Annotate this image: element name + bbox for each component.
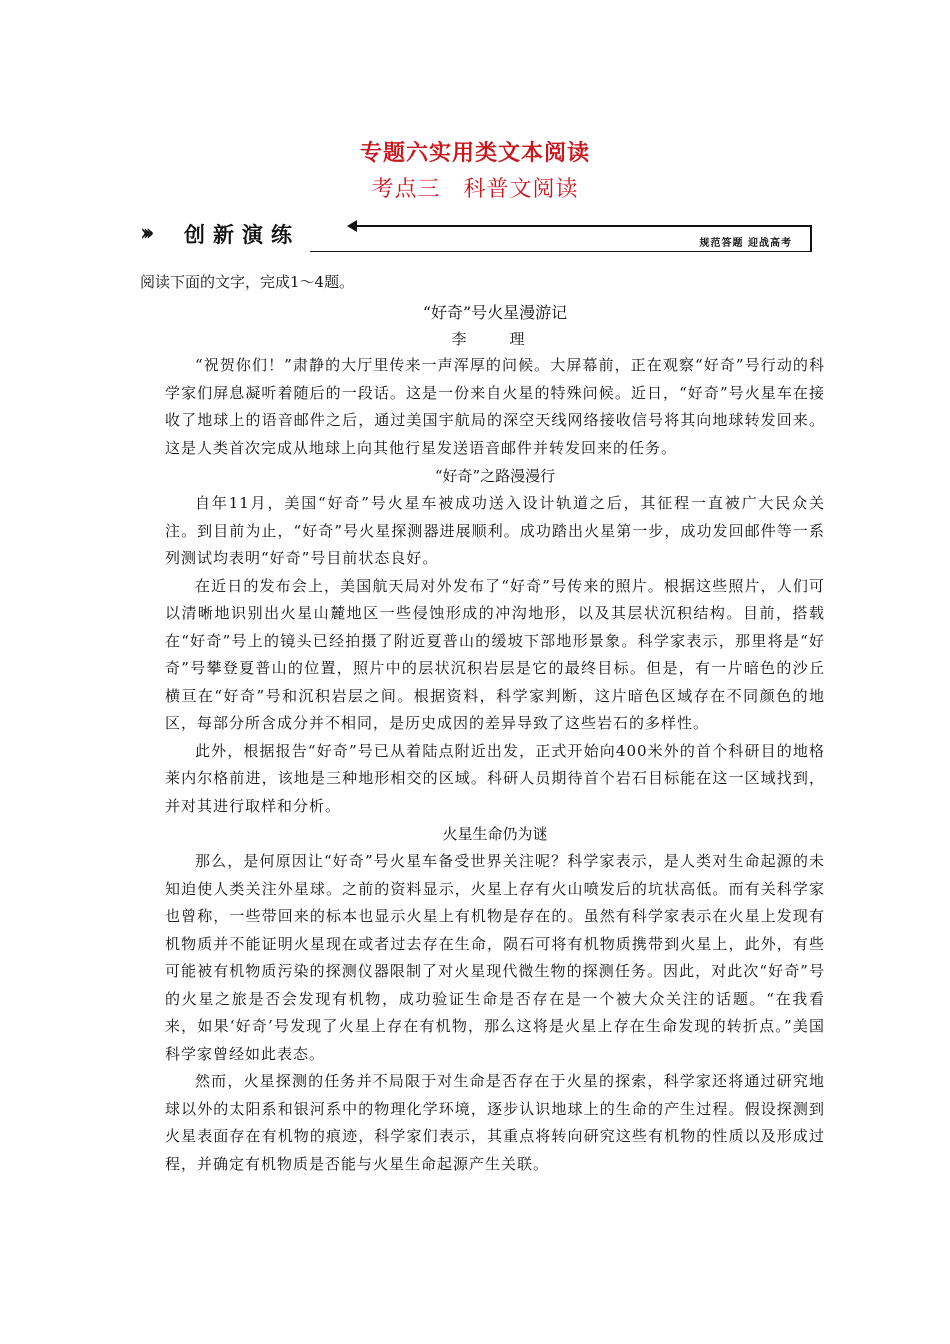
article-paragraph: 然而，火星探测的任务并不局限于对生命是否存在于火星的探索，科学家还将通过研究地球以外的太阳系和银河系中的物理化学环境，逐步认识地球上的生命的产生过程。假设探测到火星表面存在有机物的痕迹，科学家们表示，其重点将转向研究这些有机物的性质以及形成过程，并确定有机物质是否能与火星生命起源产生关联。: [165, 1072, 825, 1173]
banner-divider: [352, 225, 812, 227]
banner-divider-bottom: [310, 251, 812, 252]
article-title: “好奇”号火星漫游记: [422, 303, 568, 322]
article-paragraph: 那么，是何原因让“好奇”号火星车备受世界关注呢？科学家表示，是人类对生命起源的未知迫使人类关注外星球。之前的资料显示，火星上存有火山喷发后的坑状高低。而有关科学家也曾称，一些带回来的标本也显示火星上有机物是存在的。虽然有科学家表示在火星上发现有机物质并不能证明火星现在或者过去存在生命，陨石可将有机物质携带到火星上，此外，有些可能被有机物质污染的探测仪器限制了对火星现代微生物的探测任务。因此，对此次“好奇”号的火星之旅是否会发现有机物，成功验证生命是否存在是一个被大众关注的话题。“在我看来，如果‘好奇’号发现了火星上存在有机物，那么这将是火星上存在生命发现的转折点。”美国科学家曾经如此表态。: [165, 852, 825, 1063]
article-paragraph: 此外，根据报告“好奇”号已从着陆点附近出发，正式开始向400米外的首个科研目的地格莱内尔格前进，该地是三种地形相交的区域。科研人员期待首个岩石目标能在这一区域找到，并对其进行取样和分析。: [165, 741, 825, 815]
practice-banner: [140, 217, 816, 257]
triple-chevron-icon: ›››: [140, 220, 149, 246]
subheading: 火星生命仍为谜: [442, 825, 548, 843]
section-title: 考点三 科普文阅读: [371, 177, 579, 202]
banner-tagline: 规范答题 迎战高考: [699, 238, 792, 249]
reading-instruction: 阅读下面的文字，完成1～4题。: [140, 273, 355, 291]
article-paragraph: “祝贺你们！”肃静的大厅里传来一声浑厚的问候。大屏幕前，正在观察“好奇”号行动的科学家们屏息凝听着随后的一段话。这是一份来自火星的特殊问候。近日，“好奇”号火星车在接收了地球上的语音邮件之后，通过美国宇航局的深空天线网络接收信号将其向地球转发回来。这是人类首次完成从地球上向其他行星发送语音邮件并转发回来的任务。: [165, 356, 825, 457]
article-paragraph: 自年11月，美国“好奇”号火星车被成功送入设计轨道之后，其征程一直被广大民众关注。到目前为止，“好奇”号火星探测器进展顺利。成功踏出火星第一步，成功发回邮件等一系列测试均表明“好奇”号目前状态良好。: [165, 494, 825, 567]
topic-title: 专题六实用类文本阅读: [359, 140, 590, 166]
article-author: 李 理: [451, 330, 539, 348]
banner-title: 创新演练: [184, 223, 300, 247]
banner-divider-vertical: [810, 225, 812, 251]
article: [165, 300, 825, 1178]
article-paragraph: 在近日的发布会上，美国航天局对外发布了“好奇”号传来的照片。根据这些照片，人们可以清晰地识别出火星山麓地区一些侵蚀形成的冲沟地形，以及其层状沉积结构。目前，搭载在“好奇”号上的镜头已经拍摄了附近夏普山的缓坡下部地形景象。科学家表示，那里将是“好奇”号攀登夏普山的位置，照片中的层状沉积岩层是它的最终目标。但是，有一片暗色的沙丘横亘在“好奇”号和沉积岩层之间。根据资料，科学家判断，这片暗色区域存在不同颜色的地区，每部分所含成分并不相同，是历史成因的差异导致了这些岩石的多样性。: [165, 576, 825, 732]
subheading: “好奇”之路漫漫行: [434, 467, 556, 485]
